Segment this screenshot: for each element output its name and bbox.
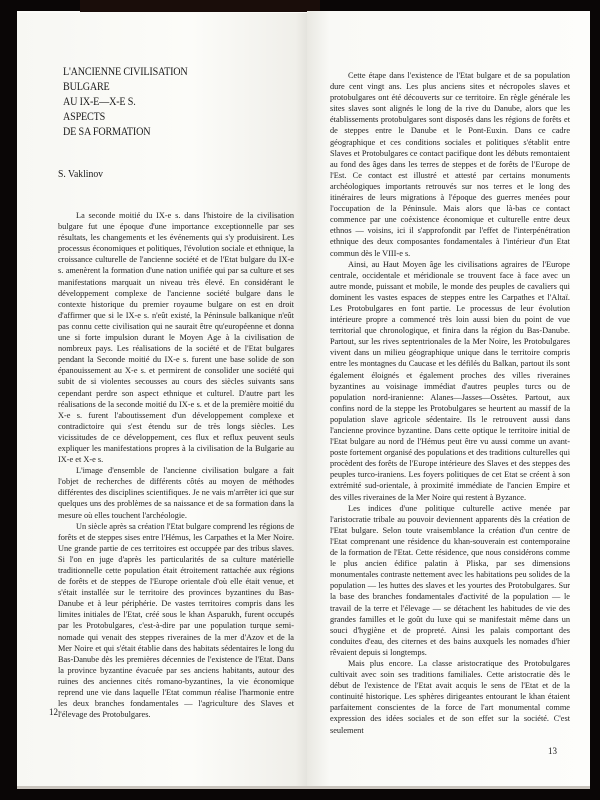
paragraph: L'image d'ensemble de l'ancienne civilisation bulgare a fait l'objet de recherches de différents côtés au moyen de méthodes différentes des disciplines scientifiques. Je ne vais m'arrêter ici que sur quelques uns des problèmes de sa naissance et de sa formation dans la mesure où elles touchent l'archéologie. <box>58 466 294 520</box>
paragraph: La seconde moitié du IX-e s. dans l'histoire de la civilisation bulgare fut une époque d'une importance exceptionnelle par ses résultats, les changements et les événements qui s'y produisirent. Les processus économiques et politiques, l'évolution sociale et ethnique, la croissance culturelle de l'ancienne société et de l'Etat bulgare du IX-e s. amenèrent la formation d'une nation unifiée qui par sa culture et ses manifestations marquait un niveau très élevé. En considérant le développement complexe de l'ancienne société bulgare dans le contexte historique du premier royaume bulgare on est en droit d'affirmer que si le IX-e s. n'eût existé, la Péninsule balkanique n'eût pas connu cette civilisation qui ne saurait être qu'européenne et donna une si forte impulsion durant le Moyen Age à la civilisation de nombreux pays. Les réalisations de la société et de l'Etat bulgares pendant la Seconde moitié du IX-e s. furent une base solide de son épanouissement au X-e s. et permirent de consolider une société qui subit de si violentes secousses au cours des siècles suivants sans cependant perdre son aspect ethnique et culturel. D'autre part les réalisations de la seconde moitié du IX-e s. et de la première moitié du X-e s. furent l'aboutissement d'un développement complexe et contradictoire qui s'est étendu sur de très longs siècles. Les vicissitudes de ce développement, ces flux et reflux peuvent seuls expliquer les manifestations propres à la civilisation de la Bulgarie au IX-e et X-e s. <box>58 211 294 465</box>
title-line: ASPECTS <box>63 111 106 123</box>
left-column-body <box>58 210 294 720</box>
title-line: BULGARE <box>63 81 110 93</box>
paragraph: Un siècle après sa création l'Etat bulgare comprend les régions de forêts et de steppes sises entre l'Hémus, les Carpathes et la Mer Noire. Une grande partie de ces territoires est occuppée par des tribus slaves. Si l'on en juge d'après les particularités de sa culture matérielle traditionnelle cette population était étroitement rattachée aux régions de forêts et de steppes de l'Europe orientale d'où elle était venue, et s'était installée sur le territoire des provinces byzantines du Bas-Danube et à leur périphérie. De vastes territoires compris dans les limites initiales de l'Etat, créé sous le khan Asparukh, furent occupés par les Protobulgares, c'est-à-dire par une population turque semi-nomade qui venait des steppes riveraines de la mer d'Azov et de la Mer Noire et qui s'était établie dans des habitats sédentaires le long du Bas-Danube dès les premières décennies de l'existence de l'Etat. Dans la province byzantine évacuée par ses anciens habitants, autour des ruines des anciennes cités romano-byzantines, la vie économique reprend une vie dans laquelle l'Etat commun réalise l'harmonie entre les deux branches fondamentales — l'agriculture des Slaves et l'élevage des Protobulgares. <box>58 521 294 720</box>
scan-edge-shadow <box>80 0 320 12</box>
article-author: S. Vaklinov <box>58 168 104 180</box>
title-line: AU IX-E—X-E S. <box>63 96 136 108</box>
right-column-body <box>330 70 570 736</box>
page-number-right: 13 <box>548 746 557 756</box>
paragraph: Les indices d'une politique culturelle active menée par l'aristocratie tribale au pouvoir deviennent apparents dès la création de l'Etat bulgare. Selon toute vraisemblance la création d'un centre de l'Etat comprenant une résidence du khan-souverain est contemporaine de la formation de l'Etat. Cette résidence, que nous considérons comme le plus ancien édifice palatin à Pliska, par ses dimensions monumentales contraste nettement avec les habitations peu solides de la population — les huttes des slaves et les yourtes des Protobulgares. Sur la base des branches fondamentales d'activité de la population — le travail de la terre et l'élevage — se détachent les habitudes de vie des grandes familles et le goût du luxe qui se manifestait même dans un souci d'hygiène et de propreté. Ainsi les palais comportant des conduites d'eau, des citernes et des bains auxquels les nomades d'hier rêvaient depuis si longtemps. <box>330 503 570 657</box>
title-line: DE SA FORMATION <box>63 126 151 138</box>
paragraph: Cette étape dans l'existence de l'Etat bulgare et de sa population dure cent vingt ans. Les plus anciens sites et nécropoles slaves et protobulgares ont été découverts sur ce territoire. En règle générale les sites slaves sont alignés le long de la rive du Danube, alors que les établissements protobulgares sont disposés dans les régions de forêts et de steppes entre le Danube et le Pont-Euxin. Dans ce cadre géographique et ces conditions sociales et politiques s'établit entre Slaves et Protobulgares ce contact pacifique dont les débuts remontaient au fond des âges dans les terres de steppes et de forêts de l'Europe de l'Est. Ce contact est illustré et attesté par certains monuments archéologiques importants retrouvés sur nos terres et le long des itinéraires de leurs migrations à l'époque des guerres menées pour l'occupation de la Péninsule. Mais alors que là-bas ce contact commence par une coéxistence économique et culturelle entre deux ethnos — voisins, ici il s'approfondit par l'effet de l'interpénétration ethnique des deux composantes fondamentales à l'intérieur d'un Etat commun dès le VIII-e s. <box>330 71 570 258</box>
paragraph: Mais plus encore. La classe aristocratique des Protobulgares cultivait avec soin ses traditions familiales. Cette aristocratie dès le début de l'existence de l'Etat avait acquis le sens de l'Etat et de la continuité historique. Les sphères dirigeantes entourant le khan étaient parfaitement conscientes de la force de l'art monumental comme expression des idées sociales et de son effet sur la société. C'est seulement <box>330 658 570 735</box>
page-bottom-edge <box>17 786 590 789</box>
paragraph: Ainsi, au Haut Moyen âge les civilisations agraires de l'Europe centrale, occidentale et méridionale se trouvent face à face avec un autre monde, puissant et mobile, le monde des peuples de cavaliers qui dominent les vastes espaces de steppes entre les Carpathes et l'Altaï. Les Protobulgares en font partie. Le processus de leur évolution intérieure propre a commencé très loin aussi bien du point de vue territorial que chronologique, et finira dans la région du Bas-Danube. Partout, sur les rives septentrionales de la Mer Noire, les Protobulgares vivent dans un milieu géographique unique dans le territoire compris entre les montagnes du Caucase et les défilés du Balkan, partout ils sont également éloignés et également proches des villes riveraines byzantines au voisinage immédiat d'autres peuples turcs ou de population nord-iranienne: Alanes—Jasses—Ossètes. Partout, aux confins nord de la steppe les Protobulgares se heurtent au massif de la population slave agricole sédentaire. Ils le retrouvent aussi dans l'ancienne province byzantine. Dans cette optique le territoire initial de l'Etat bulgare au nord de l'Hémus peut être vu aussi comme un avant-poste fortement organisé des populations et des traditions culturelles qui procèdent des forêts de l'Europe intérieure des Slaves et des steppes des peuples turco-iraniens. Les foyers politiques de cet Etat se créent à son extrémité sud-orientale, à proximité immédiate de l'ancien Empire et des villes riveraines de la Mer Noire qui restent à Byzance. <box>330 259 570 502</box>
page-number-left: 12 <box>49 707 58 717</box>
title-line: L'ANCIENNE CIVILISATION <box>63 66 188 78</box>
article-title <box>63 65 188 140</box>
